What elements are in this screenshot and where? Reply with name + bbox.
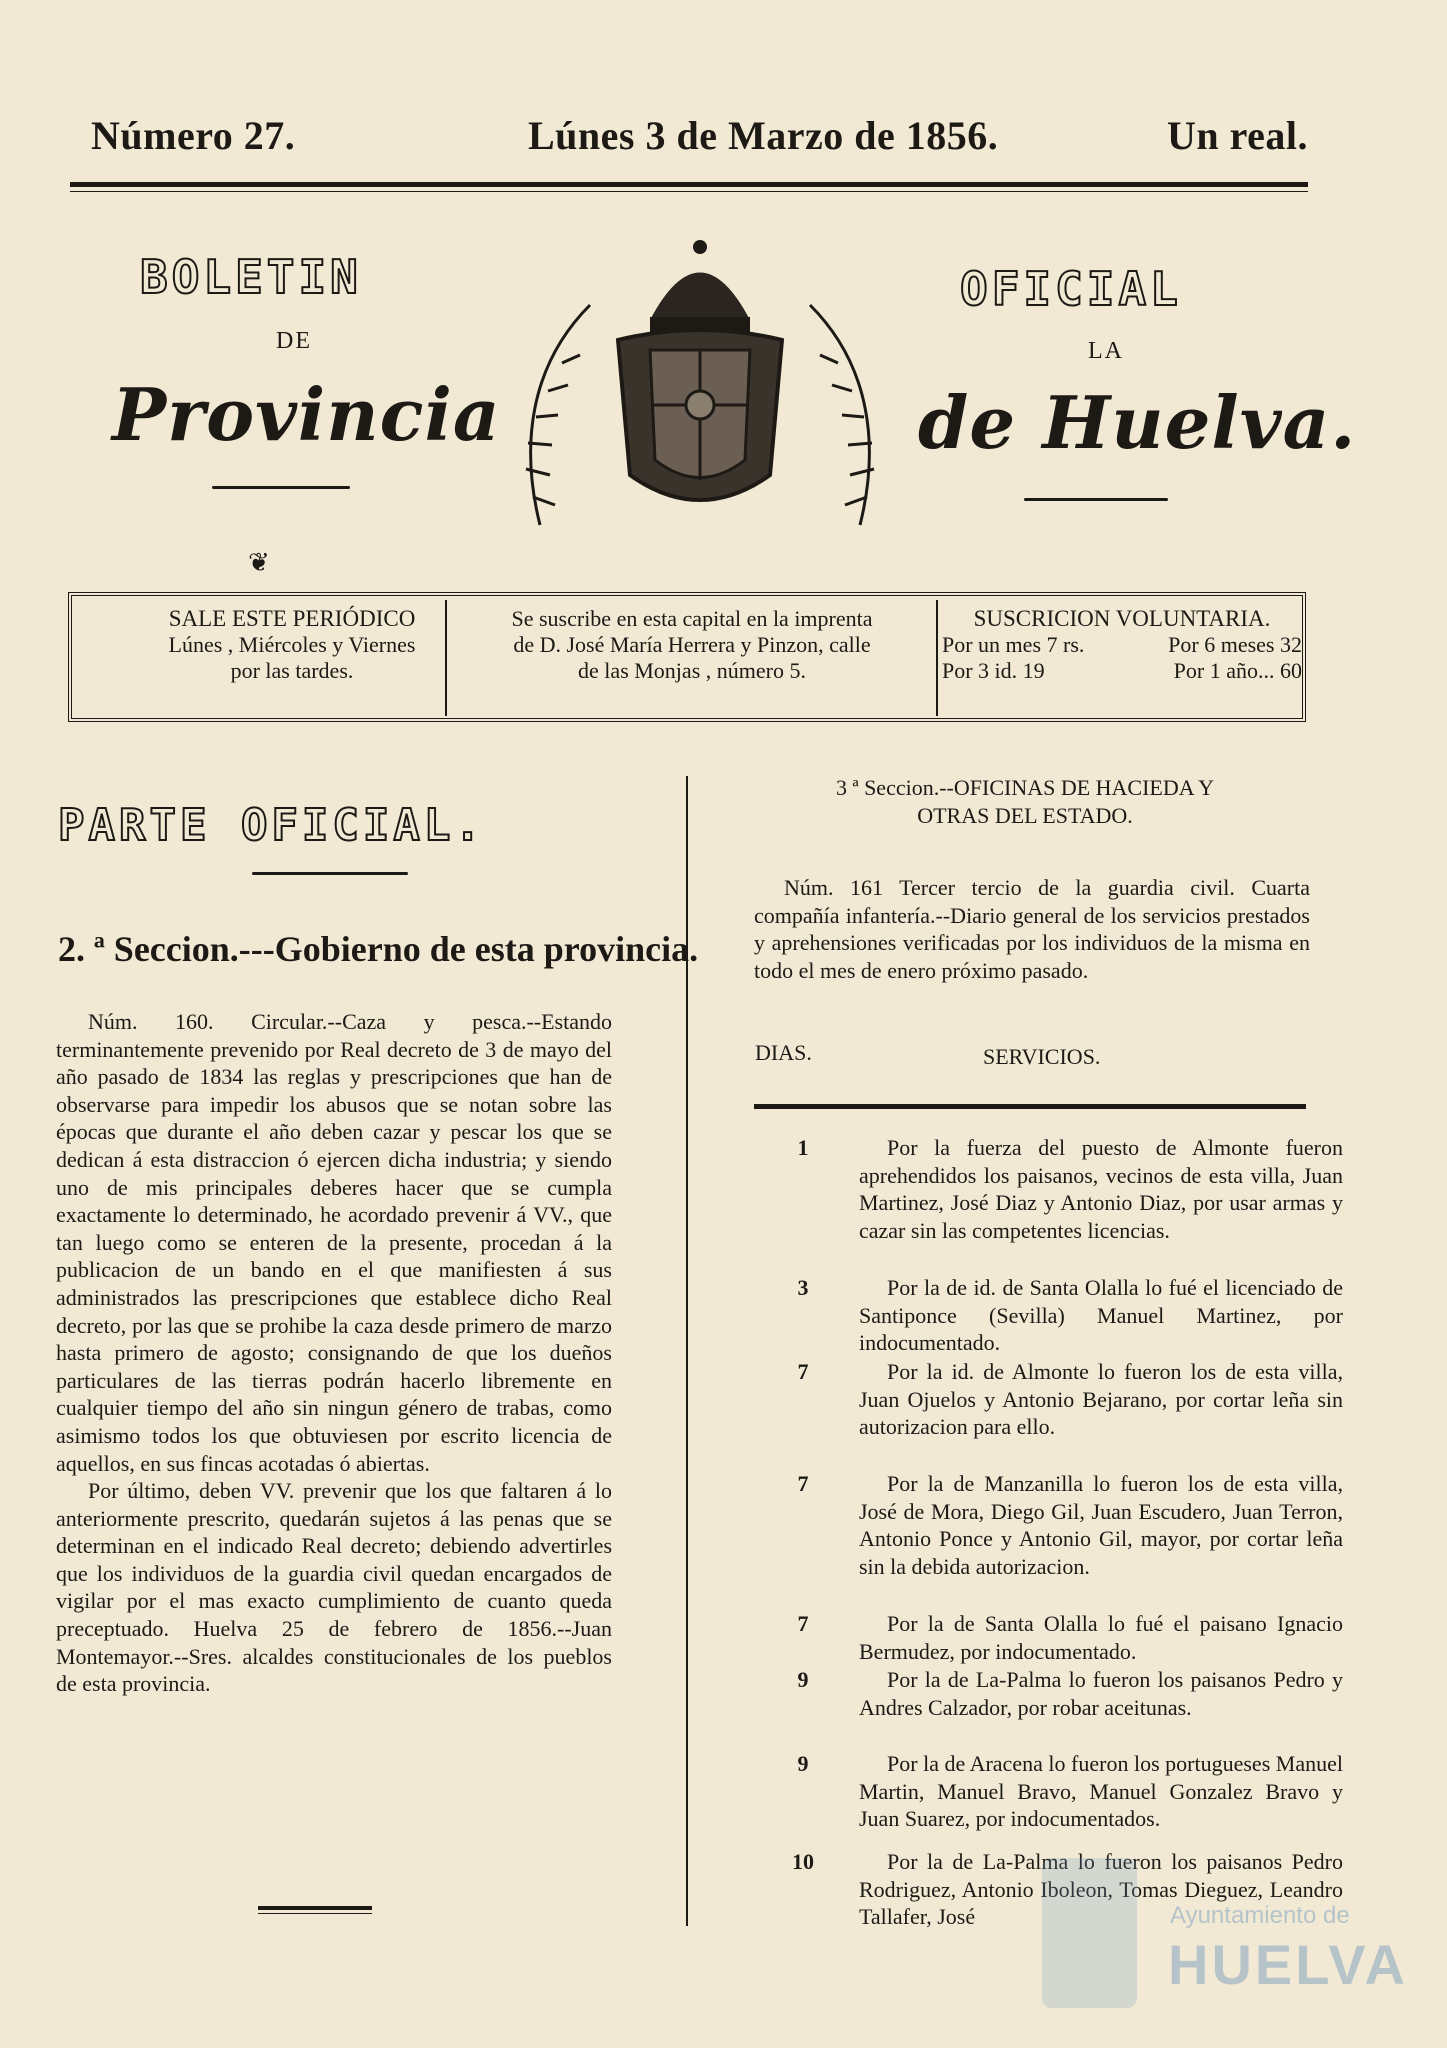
service-entry: 7 Por la de Manzanilla lo fueron los de esta villa, José de Mora, Diego Gil, Juan Escudero, Juan Terron, Antonio Ponce y Antonio Gil, mayor, por cortar leña sin la debida autorizacion.: [797, 1471, 1343, 1579]
box-col-subscribe: [452, 606, 932, 684]
section-3-line-2: OTRAS DEL ESTADO.: [917, 803, 1133, 828]
title-boletin: BOLETIN: [140, 250, 362, 304]
prices-row-2: Por 3 id. 19 Por 1 año... 60: [942, 658, 1302, 683]
service-entry: 1 Por la fuerza del puesto de Almonte fueron aprehendidos los paisanos, vecinos de esta villa, Juan Martinez, José Diaz y Antonio Diaz, por usar armas y cazar sin las competentes licencias.: [797, 1135, 1343, 1243]
service-entry: 9 Por la de La-Palma lo fueron los paisanos Pedro y Andres Calzador, por robar aceitunas.: [797, 1667, 1343, 1720]
issue-price: Un real.: [1167, 113, 1309, 158]
ornament-icon: ❦: [248, 548, 270, 578]
circular-160-paragraph-1: Núm. 160. Circular.--Caza y pesca.--Estando terminantemente prevenido por Real decreto de 3 de mayo del año pasado de 1834 las reglas y prescripciones que han de observarse para impedir los abusos que se notan sobre las épocas que durante el año deben cazar y pescar los que se dedican á esta distraccion ó ejercen dicha industria; y siendo uno de mis principales deberes hacer que se cumpla exactamente lo determinado, he acordado prevenir á VV., que tan luego como se enteren de la presente, procedan á la publicacion de un bando en el que manifiesten á sus administrados las prescripciones que establece dicho Real decreto, por las que se prohibe la caza desde primero de marzo hasta primero de agosto; consignando de que los dueños particulares de las tierras podrán hacerlo libremente en cualquier tiempo del año sin ningun género de trabas, como asimismo todos los que obtuviesen por escrito licencia de aquellos, en sus fincas acotadas ó abiertas.: [56, 1009, 612, 1476]
title-flourish-right: [1024, 498, 1168, 501]
col-header-servicios: SERVICIOS.: [983, 1044, 1101, 1069]
title-oficial: OFICIAL: [960, 262, 1182, 316]
parte-oficial-heading: PARTE OFICIAL.: [58, 800, 485, 851]
title-provincia: Provincia: [112, 372, 501, 457]
article-end-rule: [258, 1906, 372, 1910]
box-divider-1: [445, 600, 447, 716]
title-huelva: de Huelva.: [918, 380, 1357, 465]
schedule-days: Lúnes , Miércoles y Viernes: [168, 632, 416, 657]
masthead: [85, 112, 1309, 172]
schedule-title: SALE ESTE PERIÓDICO: [168, 606, 416, 631]
watermark-logo-icon: [1042, 1858, 1137, 2008]
prices-row-1: Por un mes 7 rs. Por 6 meses 32: [942, 632, 1302, 657]
subscribe-line-2: de D. José María Herrera y Pinzon, calle: [513, 632, 871, 657]
box-col-schedule: [82, 606, 502, 684]
service-entry: 10 Por la de La-Palma lo fueron los paisanos Pedro Rodriguez, Antonio Iboleon, Tomas Dieguez, Leandro Tallafer, José: [792, 1849, 1343, 1930]
watermark-line-2: HUELVA: [1168, 1933, 1408, 1996]
guardia-civil-intro: Núm. 161 Tercer tercio de la guardia civil. Cuarta compañía infantería.--Diario general de los servicios prestados y aprehensiones verificadas por los individuos de la misma en todo el mes de enero próximo pasado.: [754, 875, 1310, 983]
box-col-prices: [942, 606, 1302, 684]
heading-flourish: [252, 872, 408, 875]
issue-date: Lúnes 3 de Marzo de 1856.: [528, 113, 999, 158]
section-2-title: 2. ª Seccion.---Gobierno de esta provincia.: [58, 929, 699, 969]
col-header-dias: DIAS.: [755, 1040, 812, 1065]
box-divider-2: [936, 600, 938, 716]
left-article: [56, 1008, 612, 1698]
issue-number: Número 27.: [91, 113, 296, 158]
coat-of-arms-icon: [500, 225, 900, 535]
section-3-title: [745, 774, 1305, 830]
service-entry: 9 Por la de Aracena lo fueron los portugueses Manuel Martin, Manuel Bravo, Manuel Gonzalez Bravo y Juan Suarez, por indocumentados.: [797, 1751, 1343, 1832]
service-entry: 3 Por la de id. de Santa Olalla lo fué el licenciado de Santiponce (Sevilla) Manuel Martinez, por indocumentado.: [797, 1275, 1343, 1356]
subscribe-line-1: Se suscribe en esta capital en la imprenta: [511, 606, 873, 631]
schedule-time: por las tardes.: [230, 658, 354, 683]
prices-title: SUSCRICION VOLUNTARIA.: [973, 606, 1271, 631]
section-3-line-1: 3 ª Seccion.--OFICINAS DE HACIEDA Y: [836, 775, 1214, 800]
table-header-rule: [754, 1104, 1306, 1109]
title-flourish-left: [212, 486, 350, 489]
circular-160-paragraph-2: Por último, deben VV. prevenir que los que faltaren á lo anteriormente prescrito, quedarán sujetos á las penas que se determinan en el indicado Real decreto; debiendo advertirles que los individuos de la guardia civil quedan encargados de vigilar por el mas exacto cumplimiento de cuanto queda preceptuado. Huelva 25 de febrero de 1856.--Juan Montemayor.--Sres. alcaldes constitucionales de los pueblos de esta provincia.: [56, 1478, 612, 1697]
service-entry: 7 Por la id. de Almonte lo fueron los de esta villa, Juan Ojuelos y Antonio Bejarano, por cortar leña sin autorizacion para ello.: [797, 1359, 1343, 1440]
article-end-rule-thin: [258, 1913, 372, 1914]
subscribe-line-3: de las Monjas , número 5.: [578, 658, 806, 683]
subscription-box: [68, 592, 1306, 722]
watermark-line-1: Ayuntamiento de: [1170, 1902, 1350, 1929]
title-la: LA: [1088, 338, 1124, 364]
service-entry: 7 Por la de Santa Olalla lo fué el paisano Ignacio Bermudez, por indocumentado.: [797, 1611, 1343, 1664]
title-de: DE: [276, 328, 312, 354]
masthead-rule: [70, 182, 1308, 187]
masthead-rule-thin: [70, 191, 1308, 192]
